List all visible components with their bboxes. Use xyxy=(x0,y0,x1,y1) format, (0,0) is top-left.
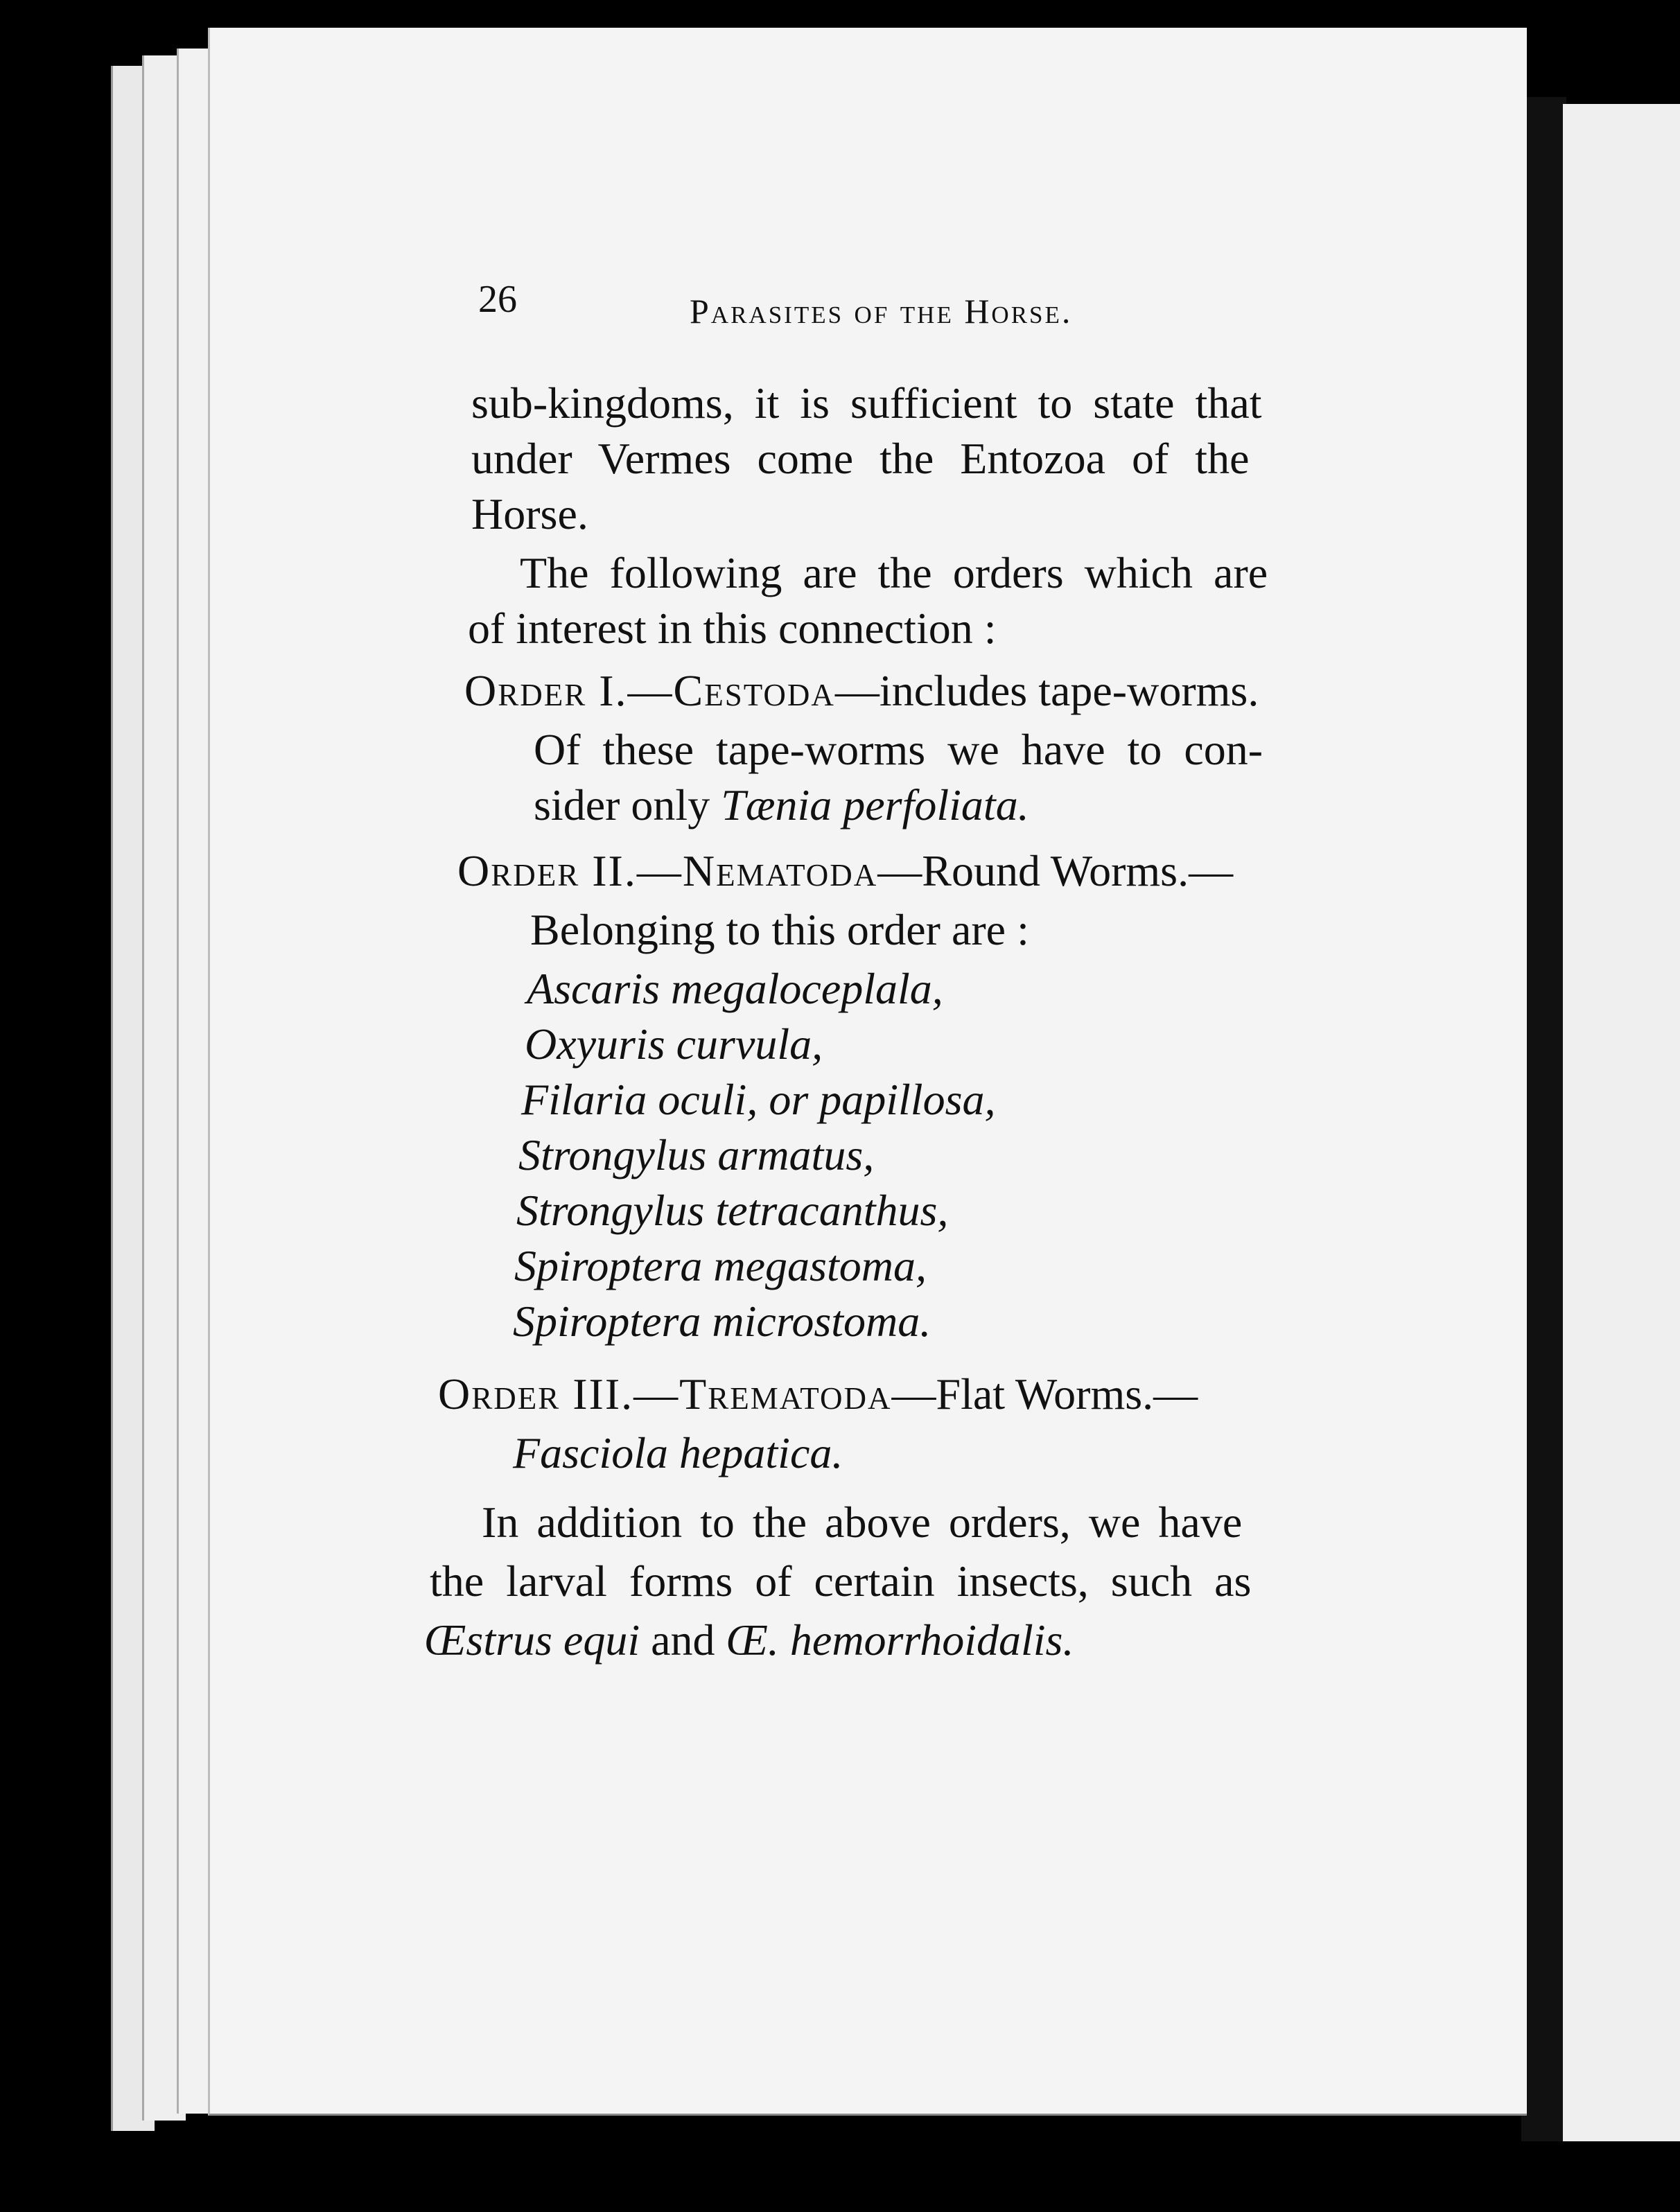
text-line: Of these tape-worms we have to con- xyxy=(534,725,1263,774)
species-name: Ascaris megaloceplala, xyxy=(527,964,943,1013)
order-heading xyxy=(457,845,1233,897)
text-line: sub-kingdoms, it is sufficient to state that xyxy=(471,378,1262,428)
species-name: Oxyuris curvula, xyxy=(525,1019,823,1069)
facing-page xyxy=(1563,104,1680,2141)
text-line: the larval forms of certain insects, such as xyxy=(430,1556,1252,1606)
species-name: Strongylus armatus, xyxy=(518,1130,875,1179)
order-description: —Flat Worms.— xyxy=(891,1369,1198,1419)
order-name: —Trematoda xyxy=(633,1369,892,1419)
order-description: —includes tape-worms. xyxy=(834,666,1259,715)
text-line xyxy=(424,1615,1074,1666)
order-name: —Cestoda xyxy=(627,666,835,715)
order-label: Order III. xyxy=(438,1369,634,1419)
text-line: In addition to the above orders, we have xyxy=(482,1498,1243,1547)
species-name: Spiroptera microstoma. xyxy=(513,1297,931,1346)
species-name: Strongylus tetracanthus, xyxy=(516,1186,949,1235)
text-line: of interest in this connection : xyxy=(468,604,997,653)
order-heading xyxy=(464,665,1259,717)
species-name: Fasciola hepatica. xyxy=(513,1428,843,1477)
text-fragment: and xyxy=(640,1615,726,1665)
book-gutter xyxy=(1521,97,1566,2141)
species-name: Spiroptera megastoma, xyxy=(514,1241,927,1290)
text-fragment: sider only xyxy=(534,780,721,830)
text-line: The following are the orders which are xyxy=(520,548,1268,597)
order-label: Order I. xyxy=(464,666,628,715)
species-name: Œ. hemorrhoidalis. xyxy=(726,1615,1074,1665)
text-line: Horse. xyxy=(471,489,588,538)
running-head: Parasites of the Horse. xyxy=(690,292,1073,331)
species-name: Œstrus equi xyxy=(424,1615,640,1665)
order-label: Order II. xyxy=(457,846,637,895)
order-heading xyxy=(438,1369,1198,1420)
text-line: under Vermes come the Entozoa of the xyxy=(471,434,1250,483)
text-line: Belonging to this order are : xyxy=(530,905,1029,954)
page-number: 26 xyxy=(478,278,517,321)
text-line xyxy=(534,780,1029,831)
order-name: —Nematoda xyxy=(636,846,878,895)
order-description: —Round Worms.— xyxy=(877,846,1234,895)
species-name: Filaria oculi, or papillosa, xyxy=(521,1075,996,1124)
species-name: Tænia perfoliata. xyxy=(721,780,1029,830)
book-page xyxy=(208,28,1527,2116)
